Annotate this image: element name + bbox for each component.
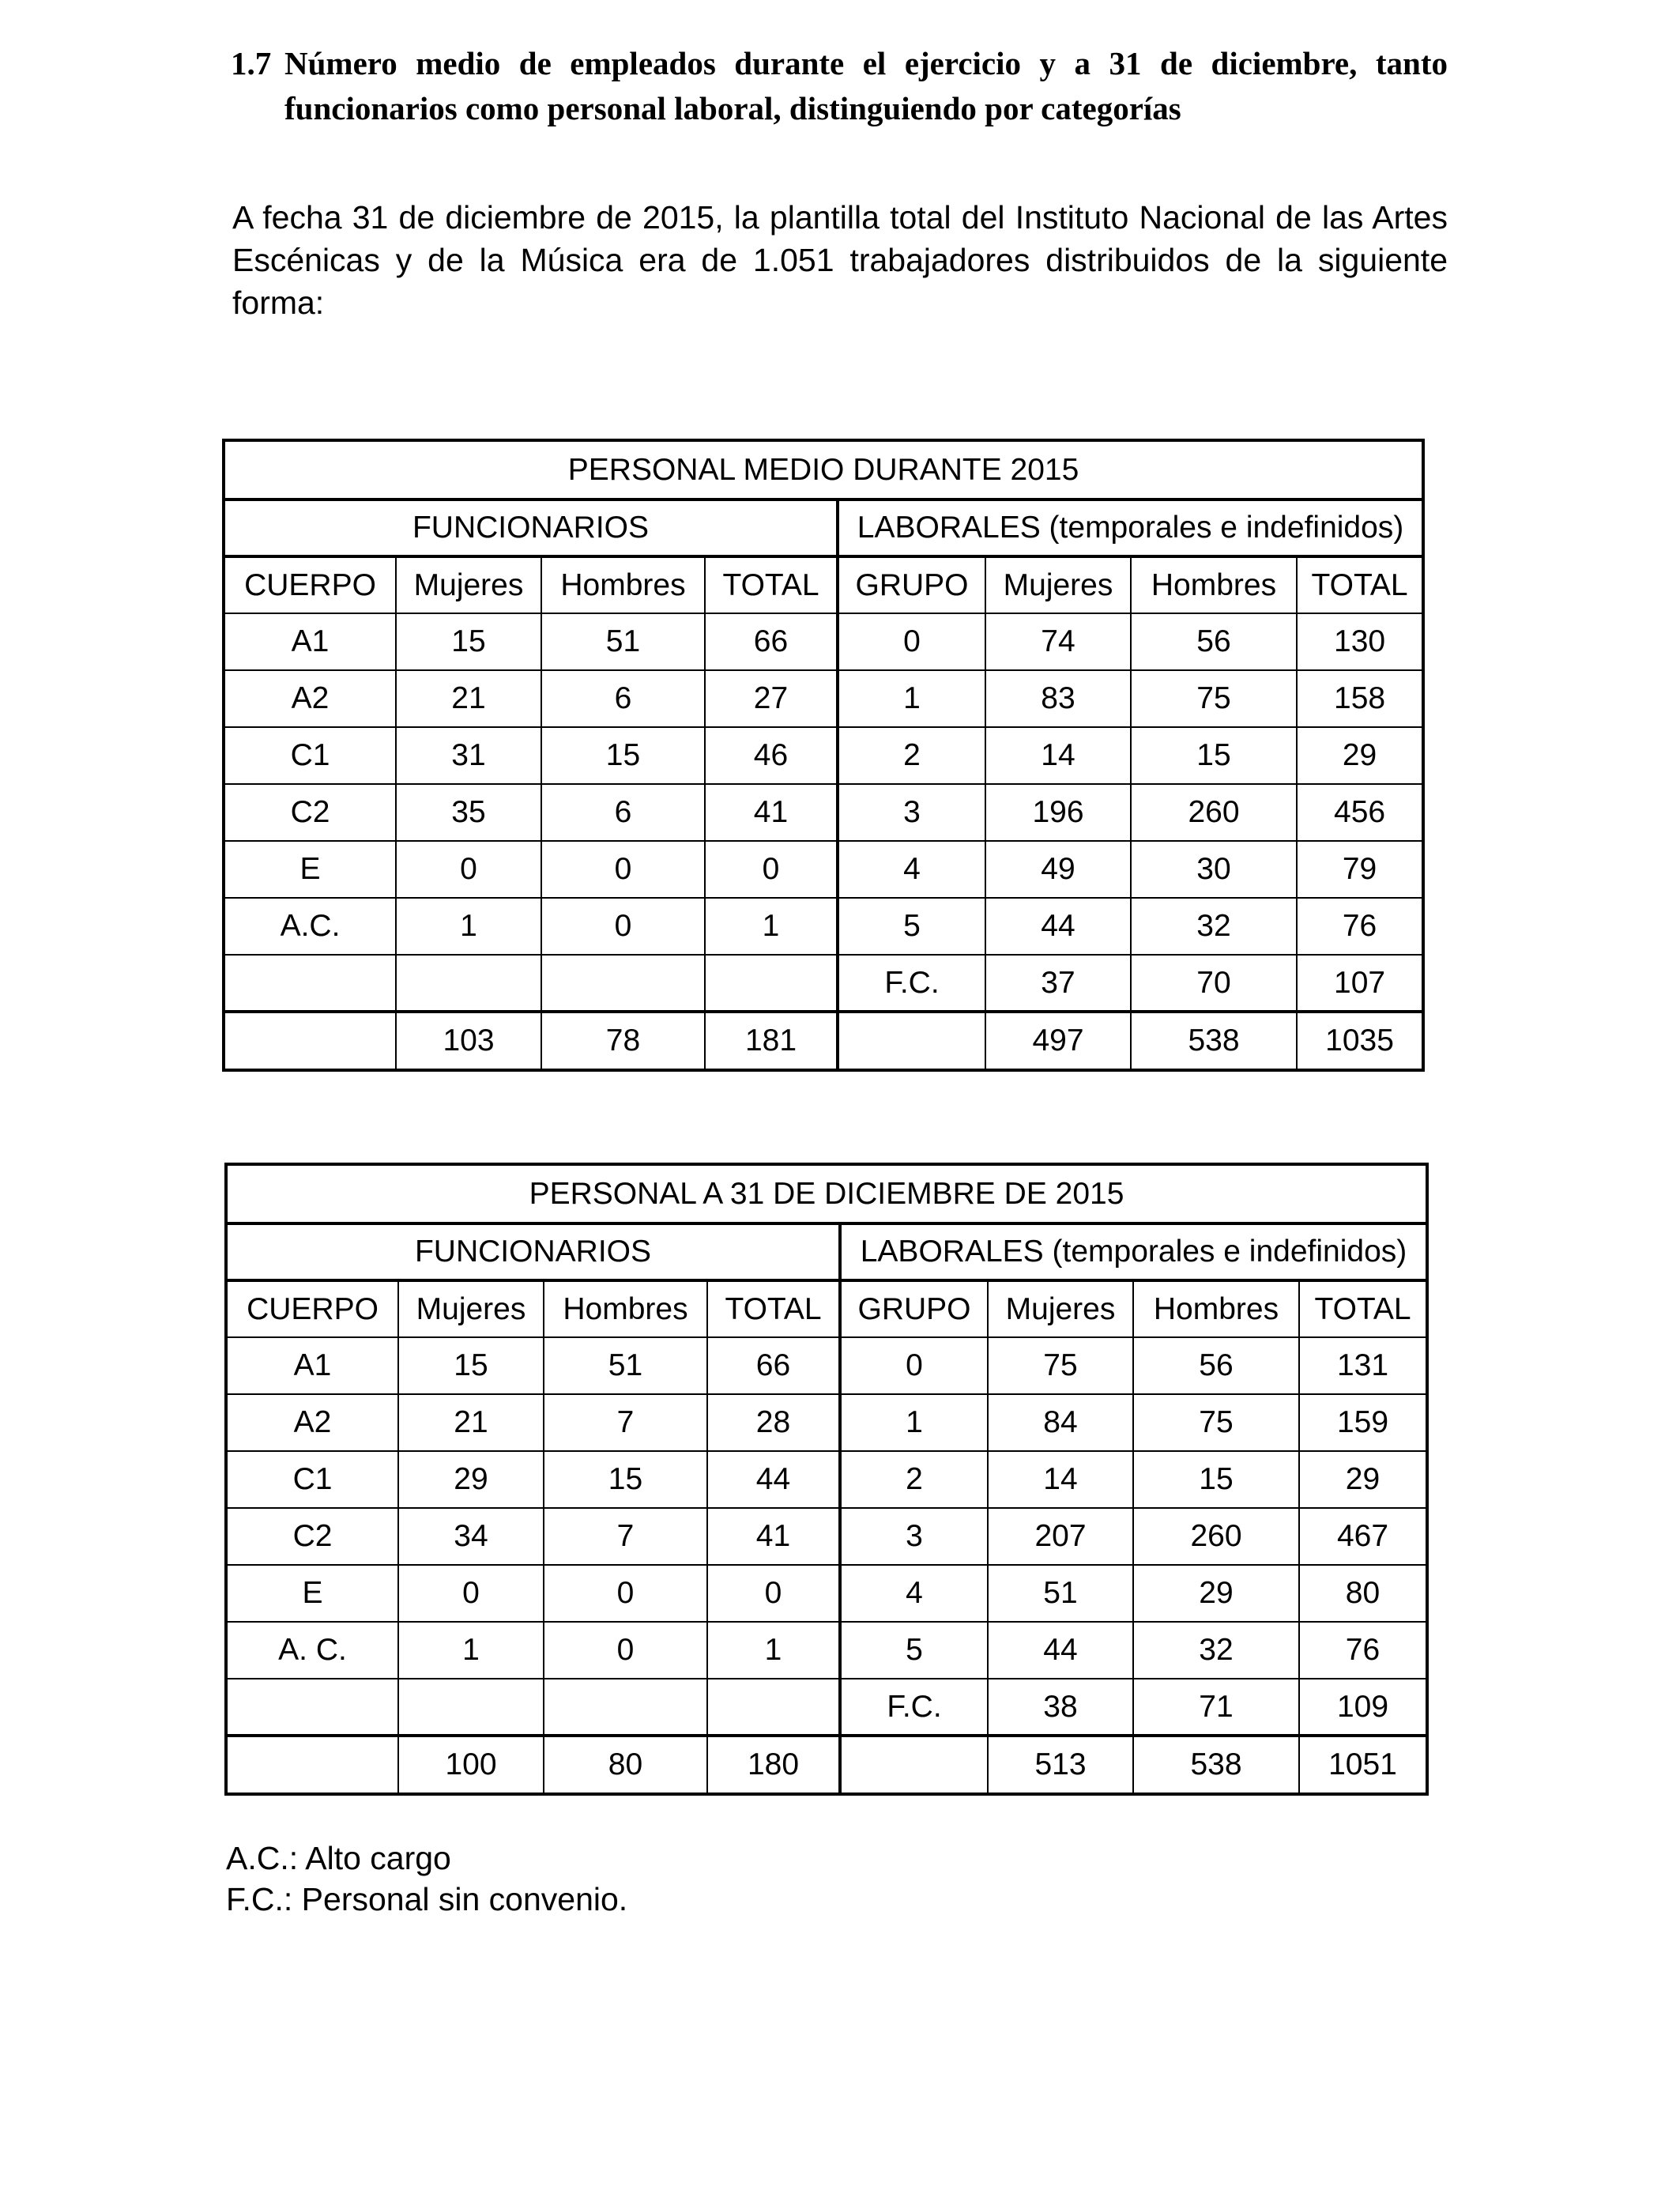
- column-header: TOTAL: [705, 556, 838, 613]
- table-cell: 30: [1131, 841, 1297, 898]
- table-cell: 456: [1297, 784, 1423, 841]
- table-group-row: [224, 499, 1423, 556]
- table-cell: E: [224, 841, 396, 898]
- table-total-row: [226, 1736, 1427, 1794]
- table-cell: 35: [396, 784, 541, 841]
- column-header: Mujeres: [988, 1280, 1133, 1337]
- group-laborales: LABORALES (temporales e indefinidos): [840, 1223, 1427, 1280]
- table-cell: 0: [840, 1337, 988, 1394]
- table-cell: 207: [988, 1508, 1133, 1565]
- table-cell: 37: [985, 955, 1131, 1012]
- total-cell: 513: [988, 1736, 1133, 1794]
- table-cell: 3: [840, 1508, 988, 1565]
- table-cell: 41: [707, 1508, 840, 1565]
- table-cell: [705, 955, 838, 1012]
- heading-line-1: [231, 41, 1448, 86]
- table-cell: 0: [544, 1622, 707, 1679]
- table-cell: 29: [398, 1451, 544, 1508]
- column-header: TOTAL: [707, 1280, 840, 1337]
- table-cell: 66: [707, 1337, 840, 1394]
- table-row: [224, 727, 1423, 784]
- table-row: [226, 1565, 1427, 1622]
- group-laborales: LABORALES (temporales e indefinidos): [838, 499, 1423, 556]
- table-cell: 71: [1133, 1679, 1299, 1736]
- table-cell: 29: [1299, 1451, 1427, 1508]
- table-total-row: [224, 1012, 1423, 1070]
- column-header: TOTAL: [1299, 1280, 1427, 1337]
- table-cell: 0: [838, 613, 985, 670]
- table-row: [224, 670, 1423, 727]
- column-header: CUERPO: [226, 1280, 398, 1337]
- table-cell: F.C.: [840, 1679, 988, 1736]
- column-header: Hombres: [1131, 556, 1297, 613]
- table-cell: 34: [398, 1508, 544, 1565]
- table-cell: 260: [1131, 784, 1297, 841]
- heading-line-2: funcionarios como personal laboral, distinguiendo por categorías: [284, 90, 1181, 126]
- table-personal-31-diciembre: [224, 1163, 1429, 1796]
- table-cell: 7: [544, 1394, 707, 1451]
- table-cell: [544, 1679, 707, 1736]
- total-cell: 103: [396, 1012, 541, 1070]
- total-cell: [224, 1012, 396, 1070]
- total-cell: 80: [544, 1736, 707, 1794]
- total-cell: 181: [705, 1012, 838, 1070]
- table-cell: 2: [838, 727, 985, 784]
- table-row: [224, 784, 1423, 841]
- table-row: [224, 898, 1423, 955]
- table-title-row: [224, 440, 1423, 499]
- table-cell: 5: [840, 1622, 988, 1679]
- table-cell: C2: [226, 1508, 398, 1565]
- table-cell: 0: [544, 1565, 707, 1622]
- column-header: GRUPO: [840, 1280, 988, 1337]
- table-cell: 1: [398, 1622, 544, 1679]
- table-cell: 49: [985, 841, 1131, 898]
- table-cell: 75: [1133, 1394, 1299, 1451]
- table-cell: 14: [985, 727, 1131, 784]
- table-cell: [226, 1679, 398, 1736]
- table-header-row: [226, 1280, 1427, 1337]
- table-cell: 84: [988, 1394, 1133, 1451]
- table-row: [224, 841, 1423, 898]
- table-cell: 56: [1133, 1337, 1299, 1394]
- total-cell: 78: [541, 1012, 705, 1070]
- table-cell: 29: [1297, 727, 1423, 784]
- table-cell: [396, 955, 541, 1012]
- table-row: [226, 1508, 1427, 1565]
- table-cell: 3: [838, 784, 985, 841]
- total-cell: [226, 1736, 398, 1794]
- table-cell: 2: [840, 1451, 988, 1508]
- table-cell: 66: [705, 613, 838, 670]
- table-cell: 32: [1133, 1622, 1299, 1679]
- table-cell: 109: [1299, 1679, 1427, 1736]
- table-cell: 46: [705, 727, 838, 784]
- table-cell: 51: [541, 613, 705, 670]
- table-cell: E: [226, 1565, 398, 1622]
- table-cell: 31: [396, 727, 541, 784]
- total-cell: 1035: [1297, 1012, 1423, 1070]
- total-cell: 538: [1133, 1736, 1299, 1794]
- table-cell: C2: [224, 784, 396, 841]
- table-row: [226, 1394, 1427, 1451]
- table-cell: A2: [224, 670, 396, 727]
- table-cell: 15: [396, 613, 541, 670]
- table-cell: 83: [985, 670, 1131, 727]
- table-cell: 44: [707, 1451, 840, 1508]
- table-cell: 75: [988, 1337, 1133, 1394]
- table-cell: 0: [705, 841, 838, 898]
- table-cell: 28: [707, 1394, 840, 1451]
- table-cell: 15: [1131, 727, 1297, 784]
- table-cell: 131: [1299, 1337, 1427, 1394]
- intro-paragraph: A fecha 31 de diciembre de 2015, la plantilla total del Instituto Nacional de las Artes Escénicas y de la Música era de 1.051 trabajadores distribuidos de la siguiente forma:: [232, 199, 1448, 321]
- table-cell: 196: [985, 784, 1131, 841]
- table-cell: 0: [707, 1565, 840, 1622]
- table-cell: 15: [398, 1337, 544, 1394]
- total-cell: [840, 1736, 988, 1794]
- total-cell: 497: [985, 1012, 1131, 1070]
- footnotes: [226, 1838, 627, 1920]
- table-cell: 6: [541, 670, 705, 727]
- table-row: [226, 1451, 1427, 1508]
- table-row: [224, 955, 1423, 1012]
- table-cell: F.C.: [838, 955, 985, 1012]
- table-cell: 79: [1297, 841, 1423, 898]
- column-header: GRUPO: [838, 556, 985, 613]
- table-cell: A.C.: [224, 898, 396, 955]
- column-header: CUERPO: [224, 556, 396, 613]
- table-cell: 38: [988, 1679, 1133, 1736]
- column-header: Mujeres: [396, 556, 541, 613]
- table-cell: 15: [541, 727, 705, 784]
- table-cell: 76: [1297, 898, 1423, 955]
- table-cell: 21: [398, 1394, 544, 1451]
- total-cell: 100: [398, 1736, 544, 1794]
- table-cell: 130: [1297, 613, 1423, 670]
- heading-text-1: Número medio de empleados durante el ejercicio y a 31 de diciembre, tanto: [284, 45, 1448, 81]
- column-header: Mujeres: [985, 556, 1131, 613]
- table-cell: 1: [705, 898, 838, 955]
- table-row: [224, 613, 1423, 670]
- table-cell: 260: [1133, 1508, 1299, 1565]
- column-header: Hombres: [544, 1280, 707, 1337]
- table-title: PERSONAL A 31 DE DICIEMBRE DE 2015: [226, 1164, 1427, 1223]
- table-cell: 27: [705, 670, 838, 727]
- table-cell: 1: [707, 1622, 840, 1679]
- table-cell: 44: [985, 898, 1131, 955]
- table-cell: A. C.: [226, 1622, 398, 1679]
- table-cell: 75: [1131, 670, 1297, 727]
- table-cell: 4: [840, 1565, 988, 1622]
- column-header: Hombres: [541, 556, 705, 613]
- table-cell: 7: [544, 1508, 707, 1565]
- table-cell: 74: [985, 613, 1131, 670]
- table-cell: 51: [544, 1337, 707, 1394]
- table-cell: 15: [544, 1451, 707, 1508]
- total-cell: [838, 1012, 985, 1070]
- section-heading: [231, 41, 1448, 131]
- footnote-fc: F.C.: Personal sin convenio.: [226, 1881, 628, 1917]
- table-cell: 41: [705, 784, 838, 841]
- table-cell: [398, 1679, 544, 1736]
- total-cell: 1051: [1299, 1736, 1427, 1794]
- table-cell: 6: [541, 784, 705, 841]
- table-title-row: [226, 1164, 1427, 1223]
- total-cell: 538: [1131, 1012, 1297, 1070]
- table-cell: C1: [226, 1451, 398, 1508]
- table-row: [226, 1679, 1427, 1736]
- table-cell: 76: [1299, 1622, 1427, 1679]
- table-cell: [707, 1679, 840, 1736]
- table-cell: 15: [1133, 1451, 1299, 1508]
- group-funcionarios: FUNCIONARIOS: [226, 1223, 840, 1280]
- table-cell: 29: [1133, 1565, 1299, 1622]
- table-cell: 32: [1131, 898, 1297, 955]
- table-cell: 1: [396, 898, 541, 955]
- column-header: TOTAL: [1297, 556, 1423, 613]
- table-cell: 80: [1299, 1565, 1427, 1622]
- table-cell: 0: [541, 898, 705, 955]
- table-cell: 51: [988, 1565, 1133, 1622]
- table-cell: 4: [838, 841, 985, 898]
- table-cell: 44: [988, 1622, 1133, 1679]
- table-cell: 1: [838, 670, 985, 727]
- table-cell: 21: [396, 670, 541, 727]
- table-cell: [541, 955, 705, 1012]
- total-cell: 180: [707, 1736, 840, 1794]
- footnote-ac: A.C.: Alto cargo: [226, 1840, 451, 1876]
- table-cell: A2: [226, 1394, 398, 1451]
- table-cell: A1: [224, 613, 396, 670]
- table-cell: 467: [1299, 1508, 1427, 1565]
- table-cell: 0: [541, 841, 705, 898]
- table-cell: [224, 955, 396, 1012]
- table-personal-medio: [222, 439, 1425, 1072]
- group-funcionarios: FUNCIONARIOS: [224, 499, 838, 556]
- table-cell: 0: [398, 1565, 544, 1622]
- table-row: [226, 1337, 1427, 1394]
- table-header-row: [224, 556, 1423, 613]
- table-cell: 70: [1131, 955, 1297, 1012]
- column-header: Mujeres: [398, 1280, 544, 1337]
- table-cell: A1: [226, 1337, 398, 1394]
- table-cell: 159: [1299, 1394, 1427, 1451]
- table-cell: 107: [1297, 955, 1423, 1012]
- table-cell: 158: [1297, 670, 1423, 727]
- table-row: [226, 1622, 1427, 1679]
- table-group-row: [226, 1223, 1427, 1280]
- table-cell: C1: [224, 727, 396, 784]
- table-cell: 56: [1131, 613, 1297, 670]
- column-header: Hombres: [1133, 1280, 1299, 1337]
- table-cell: 5: [838, 898, 985, 955]
- table-cell: 0: [396, 841, 541, 898]
- table-cell: 1: [840, 1394, 988, 1451]
- section-number: 1.7: [231, 45, 272, 81]
- table-cell: 14: [988, 1451, 1133, 1508]
- table-title: PERSONAL MEDIO DURANTE 2015: [224, 440, 1423, 499]
